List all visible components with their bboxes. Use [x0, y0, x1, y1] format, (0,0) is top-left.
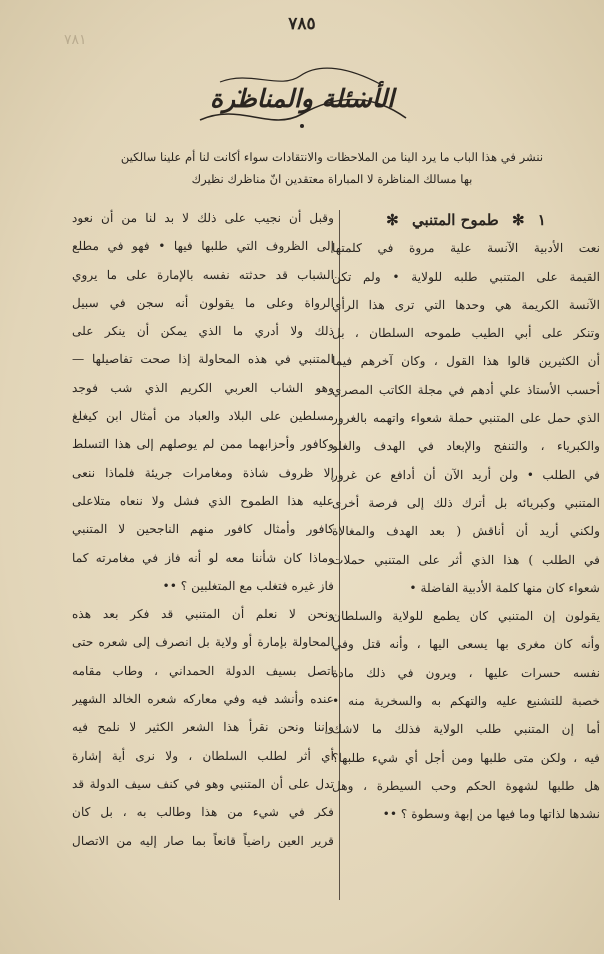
text-line: ونحن لا نعلم أن المتنبي قد فكر بعد هذه: [72, 607, 334, 622]
text-line: الذي حمل على المتنبي حملة شعواء واتهمه بالغرور: [332, 411, 600, 426]
text-line: وماذا كان شأننا معه لو أنه فاز في مغامرته كما: [72, 550, 334, 565]
text-line: إلا ظروف شاذة ومغامرات جريئة فلماذا ننعى: [72, 465, 334, 480]
text-line: وكافور وأحزابهما ممن لم يوصلهم إلى هذا التسلط: [72, 437, 334, 452]
article-number: ١: [537, 211, 546, 229]
text-line: في الطلب ) هذا الذي أثر على المتنبي حملات: [332, 552, 600, 567]
text-line: نشدها لذاتها وما فيها من إبهة وسطوة ؟ ••: [382, 807, 600, 822]
text-line: المتنبي في هذه المحاولة إذا صحت تفاصيلها —: [72, 352, 334, 367]
intro-note: [70, 146, 594, 190]
text-line: وأنه كان مغرى بها يسعى اليها ، وأنه قتل وفي: [332, 637, 600, 652]
text-line: فكر في شيء من هذا وطالب به ، بل كان: [72, 805, 334, 820]
ornament-star-icon: ✻: [386, 211, 399, 229]
text-line: ولكني أريد أن أناقش ( بعد الهدف والمغالاة: [332, 524, 600, 539]
text-line: الآنسة الكريمة هي وحدها التي ترى هذا الرأي: [332, 297, 600, 312]
article-heading: [332, 206, 600, 234]
text-line: نعت الأدبية الآنسة علية مروة في كلمتها: [332, 241, 600, 256]
text-line: فيه ، ولكن متى طلبها ومن أجل أي شيء طلبها؟: [332, 750, 600, 765]
page-number: ٧٨٥: [288, 14, 316, 34]
text-line: وتنكر على أبي الطيب طموحه السلطان ، بل: [332, 326, 600, 341]
text-line: هل طلبها لشهوة الحكم وحب السيطرة ، وهل: [332, 778, 600, 793]
section-title: الأسئلة والمناظرة: [209, 84, 395, 113]
text-line: الشباب قد حدثته نفسه بالإمارة على ما يروي: [72, 267, 334, 282]
text-line: مسلطين على البلاد والعباد من أمثال ابن كيغلغ: [72, 409, 334, 424]
text-line: فاز غيره فتغلب مع المتغلبين ؟ ••: [162, 578, 334, 593]
text-line: تدل على أن المتنبي وهو في كنف سيف الدولة قد: [72, 776, 334, 791]
text-line: المحاولة بإمارة أو ولاية بل انصرف إلى شعره حتى: [72, 635, 334, 650]
text-line: يقولون إن المتنبي كان يطمع للولاية والسلطان: [332, 609, 600, 624]
text-line: نفسه حسرات عليها ، ويرون في ذلك مادة: [332, 665, 600, 680]
text-line: وقبل أن نجيب على ذلك لا بد لنا من أن نعود: [72, 211, 334, 225]
text-line: وهو الشاب العربي الكريم الذي شب فوجد: [72, 380, 334, 395]
text-line: خصبة للتشنيع عليه والتهكم به والسخرية منه •: [332, 694, 600, 709]
ornament-star-icon: ✻: [511, 211, 525, 229]
text-line: أما إن المتنبي طلب الولاية فذلك ما لاشك: [332, 722, 600, 737]
article-title: طموح المتنبي: [411, 211, 499, 229]
text-line: اتصل بسيف الدولة الحمداني ، وطاب مقامه: [72, 663, 334, 678]
text-line: أي أثر لطلب السلطان ، ولا نرى أية إشارة: [72, 748, 334, 763]
text-line: أن الكثيرين قالوا هذا القول ، وكان آخرهم فيما: [332, 354, 600, 369]
text-line: القيمة على المتنبي طلبه للولاية • ولم تكن: [332, 269, 600, 284]
intro-line: ننشر في هذا الباب ما يرد الينا من الملاحظات والانتقادات سواء أكانت لنا أم علينا سالكين: [120, 150, 544, 164]
bleed-through-page-number: ٧٨١: [64, 32, 87, 48]
left-column: [72, 204, 334, 855]
text-line: إلى الظروف التي طلبها فيها • فهو في مطلع: [72, 239, 334, 254]
text-line: والكبرياء ، والتنفج والإبعاد في الهدف والغلو: [332, 439, 600, 454]
text-line: كافور وأمثال كافور منهم الناجحين لا المتنبي: [72, 522, 334, 537]
right-column: [332, 206, 600, 829]
text-line: قرير العين راضياً قانعاً بما صار إليه من الاتصال: [72, 833, 334, 848]
text-line: الرواة وعلى ما يقولون أنه سجن في سبيل: [72, 295, 334, 310]
text-line: شعواء كان منها كلمة الأدبية الفاضلة •: [409, 580, 600, 595]
text-line: المتنبي وكبريائه بل أترك ذلك إلى فرصة أخرى: [332, 495, 600, 510]
text-line: وإننا ونحن نقرأ هذا الشعر الكثير لا نلمح فيه: [72, 720, 334, 735]
text-line: أحسب الأستاذ علي أدهم في مجلة الكاتب المصري: [332, 382, 600, 397]
text-line: ذلك ولا أدري ما الذي يمكن أن ينكر على: [72, 324, 334, 339]
intro-line: بها مسالك المناظرة لا المباراة معتقدين انّ مناظرك نظيرك: [191, 172, 473, 186]
text-line: عليه هذا الطموح الذي فشل ولا ننعاه متلاعلى: [72, 493, 334, 508]
text-line: عنده وأنشد فيه وفي معاركه شعره الخالد الشهير: [72, 692, 334, 707]
text-line: في الطلب • ولن أريد الآن أن أدافع عن غرور: [332, 467, 600, 482]
